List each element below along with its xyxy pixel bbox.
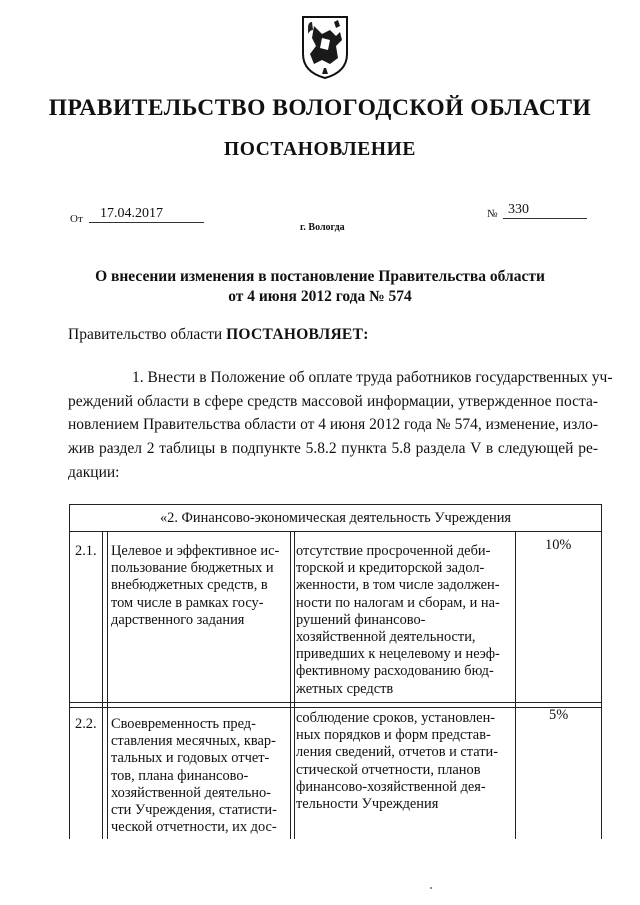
body-paragraph [68, 366, 613, 485]
preamble-text: Правительство области [68, 326, 223, 343]
number-underline [503, 218, 587, 219]
salary-criteria-table [69, 504, 602, 839]
body-line: 1. Внести в Положение об оплате труда работников государственных уч- [132, 369, 613, 386]
scan-speck [430, 887, 432, 889]
city-label: г. Вологда [300, 222, 345, 233]
body-line: новлением Правительства области от 4 июня 2012 года № 574, изменение, изло- [68, 416, 598, 434]
body-line: жив раздел 2 таблицы в подпункте 5.8.2 пункта 5.8 раздела V в следующей ре- [68, 440, 598, 458]
date-prefix: От [70, 213, 83, 225]
document-date: 17.04.2017 [100, 206, 163, 221]
government-title: ПРАВИТЕЛЬСТВО ВОЛОГОДСКОЙ ОБЛАСТИ [48, 95, 592, 121]
number-prefix: № [487, 208, 498, 220]
coat-of-arms-emblem [300, 14, 350, 80]
subject-line-1: О внесении изменения в постановление Правительства области [95, 268, 545, 285]
table-section-header: «2. Финансово-экономическая деятельность Учреждения [159, 510, 512, 526]
date-underline [89, 222, 204, 223]
row-indicator: Своевременность пред- ставления месячных, квар- тальных и годовых отчет- тов, плана финансово- хозяйственной деятельно- сти Учреждения, статисти- ческой отчетности, их дос- [111, 716, 277, 836]
body-line: дакции: [68, 463, 120, 481]
row-percent: 5% [549, 707, 569, 723]
row-criteria: отсутствие просроченной деби- торской и кредиторской задол- женности, в том числе задолжен- ности по налогам и сборам, и на- рушений финансово- хозяйственной деятельности, приведших к нецелевому и неэф- фективному расходованию бюд- жетных средств [296, 543, 500, 697]
document-number: 330 [508, 202, 529, 217]
row-number: 2.2. [75, 716, 97, 732]
row-criteria: соблюдение сроков, установлен- ных порядков и форм представ- ления сведений, отчетов и стати- стической отчетности, планов финансово-хозяйственной дея- тельности Учреждения [296, 710, 499, 813]
body-line: реждений области в сфере средств массовой информации, утвержденное поста- [68, 392, 598, 410]
row-number: 2.1. [75, 543, 97, 559]
preamble [68, 326, 369, 344]
document-subject [0, 267, 640, 307]
preamble-decree: ПОСТАНОВЛЯЕТ: [226, 326, 369, 343]
subject-line-2: от 4 июня 2012 года № 574 [228, 288, 412, 305]
document-type: ПОСТАНОВЛЕНИЕ [223, 139, 417, 160]
row-percent: 10% [545, 537, 572, 553]
row-indicator: Целевое и эффективное ис- пользование бюджетных и внебюджетных средств, в том числе в рамках госу- дарственного задания [111, 543, 280, 628]
